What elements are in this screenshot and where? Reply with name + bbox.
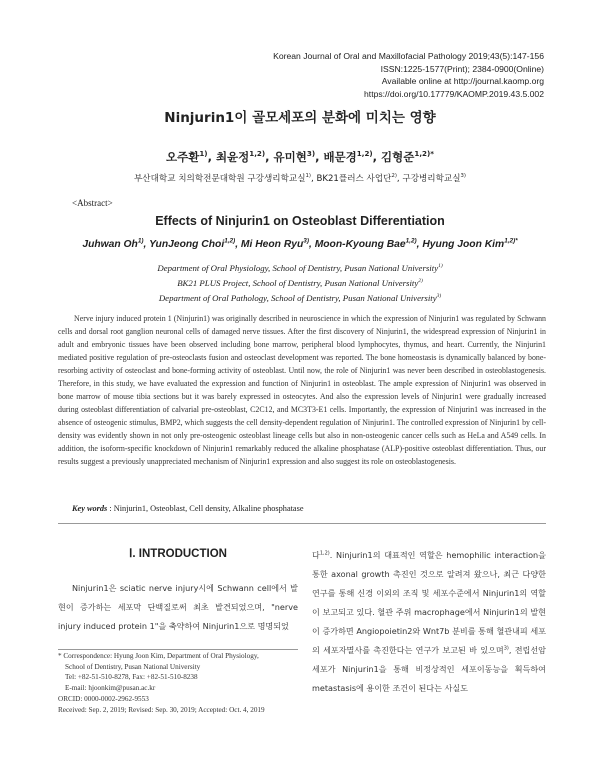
journal-citation: Korean Journal of Oral and Maxillofacial Pathology 2019;43(5):147-156 [273,51,544,61]
affiliation-ko: 부산대학교 치의학전문대학원 구강생리학교실 [134,174,306,184]
author-ko: 최윤정 [215,150,250,164]
author-ko: 배문경 [323,150,357,164]
author-ko: 유미현 [273,150,307,164]
abstract-body: Nerve injury induced protein 1 (Ninjurin1) was originally described in neuroscience in which the expression of Ninjurin1 was regulated by Schwann cells and dorsal root ganglion neuronal cells of damaged nerve tissues. After the first discovery of Ninjurin1, the widespread expression of Ninjurin1 in adult and embryonic tissues have been observed including bone marrow, peripheral blood lymphocytes, thymus, and heart. Currently, the Ninjurin1 mediated positive regulation of pre-osteoclasts fusion and osteoclast development was reported. The bone homeostasis is dynamically balanced by bone-resorbing activity of osteoclast and bone-forming activity of osteoblast. Until now, the role of Ninjurin1 was never been described in osteoblastogenesis. Therefore, in this study, we have evaluated the expression and function of Ninjurin1 in osteoblast. The ample expression of Ninjurin1 was observed in bone marrow of mouse tibia sections but it was barely expressed in osteocytes. And also the expression levels of Ninjurin1 were gradually increased during osteoblast differentiation of calvarial pre-osteoblast, C2C12, and MC3T3-E1 cells. Importantly, the expression of Ninjurin1 was increased in the absence of osteogenic stimulus, BMP2, which suggests the cell density-dependent regulation of Ninjurin1. The controlled expression of Ninjurin1 by cell-density was evidently shown in not only pre-osteogenic osteoblast lineage cells but also in non-osteogenic cancer cells such as HeLa and A549 cells. In addition, the isoform-specific knockdown of Ninjurin1 remarkably reduced the alkaline phosphatase (ALP)-positive osteoblast differentiation. Thus, our results suggest a previously unappreciated mechanism of Ninjurin1 expression and also suggest its role on osteoblastogenesis. [58,314,546,466]
correspondence-footnote [58,651,308,715]
author-en: YunJeong Choi [149,239,225,250]
affiliation-en: Department of Oral Pathology, School of Dentistry, Pusan National University$^{3)}$ [158,293,442,303]
journal-header [273,50,544,100]
journal-issn: ISSN:1225-1577(Print); 2384-0900(Online) [380,63,544,74]
author-en: Moon-Kyoung Bae [314,239,406,250]
journal-doi: https://doi.org/10.17779/KAOMP.2019.43.5.002 [364,88,544,99]
footnote-tel: Tel: +82-51-510-8278, Fax: +82-51-510-8238 [65,673,198,682]
korean-authors: 오주환$^{1)}$, 최윤정$^{1,2)}$, 유미현$^{3)}$, 배문경$^{1,2)}$, 김형준$^{1,2)*}$ [166,149,434,164]
abstract-label: <Abstract> [72,198,113,208]
author-ko: 김형준 [381,150,415,164]
keywords-label: Key words [72,504,108,513]
footnote-dates: Received: Sep. 2, 2019; Revised: Sep. 30, 2019; Accepted: Oct. 4, 2019 [58,705,265,714]
keywords [72,504,304,513]
affiliation-en: BK21 PLUS Project, School of Dentistry, Pusan National University$^{2)}$ [177,278,423,288]
footnote-orcid: ORCID: 0000-0002-2962-9553 [58,694,149,703]
footnote-correspondence: * Correspondence: Hyung Joon Kim, Department of Oral Physiology, [58,652,259,660]
english-authors: Juhwan Oh$^{1)}$, YunJeong Choi$^{1,2)}$, Mi Heon Ryu$^{3)}$, Moon-Kyoung Bae$^{1,2)}$, Hyung Joon Kim$^{1,2)*}$ [82,237,518,250]
footnote-dept: School of Dentistry, Pusan National University [65,662,201,671]
section-divider [58,523,546,524]
author-ko: 오주환 [166,150,200,164]
affiliation-en: Department of Oral Physiology, School of Dentistry, Pusan National University$^{1)}$ [157,263,443,273]
author-en: Hyung Joon Kim [422,239,505,250]
footnote-divider [58,649,298,650]
introduction-heading: Ⅰ. INTRODUCTION [129,548,227,560]
journal-online: Available online at http://journal.kaomp.org [381,76,544,86]
footnote-email: E-mail: hjoonkim@pusan.ac.kr [65,684,156,693]
affiliation-ko: BK21플러스 사업단 [316,174,392,184]
keywords-value: : Ninjurin1, Osteoblast, Cell density, Alkaline phosphatase [109,504,304,513]
introduction-right-column: 다$^{1,2)}$. Ninjurin1의 대표적인 역할은 hemophilic interaction을 통한 axonal growth 촉진인 것으로 알려져 왔으나, 최근 다양한 연구를 통해 신경 이외의 조직 및 세포수준에서 Ninjurin1의 역할이 보고되고 있다. 혈관 주위 macrophage에서 Ninjurin1의 발현이 증가하면 Angiopoietin2와 Wnt7b 분비를 통해 혈관내피 세포의 세포자멸사를 촉진한다는 연구가 보고된 바 있으며$^{3)}$, 전립선암 세포가 Ninjurin1을 통해 비정상적인 세포이동능을 획득하여 metastasis에 용이한 조건이 된다는 사실도 [312,550,547,693]
korean-affiliations: 부산대학교 치의학전문대학원 구강생리학교실$^{1)}$, BK21플러스 사업단$^{2)}$, 구강병리학교실$^{3)}$ [134,173,466,184]
introduction-left-column: Ninjurin1은 sciatic nerve injury시에 Schwann cell에서 발현이 증가하는 세포막 단백질로써 최초 발견되었으며, "nerve injury induced protein 1"을 축약하여 Ninjurin1으로 명명되었 [58,583,298,631]
affiliation-ko: 구강병리학교실 [402,174,461,184]
korean-title: Ninjurin1이 골모세포의 분화에 미치는 영향 [164,110,436,126]
english-affiliations [0,261,600,306]
author-en: Juhwan Oh [82,239,138,250]
author-en: Mi Heon Ryu [240,239,304,250]
english-title: Effects of Ninjurin1 on Osteoblast Differentiation [155,214,445,228]
